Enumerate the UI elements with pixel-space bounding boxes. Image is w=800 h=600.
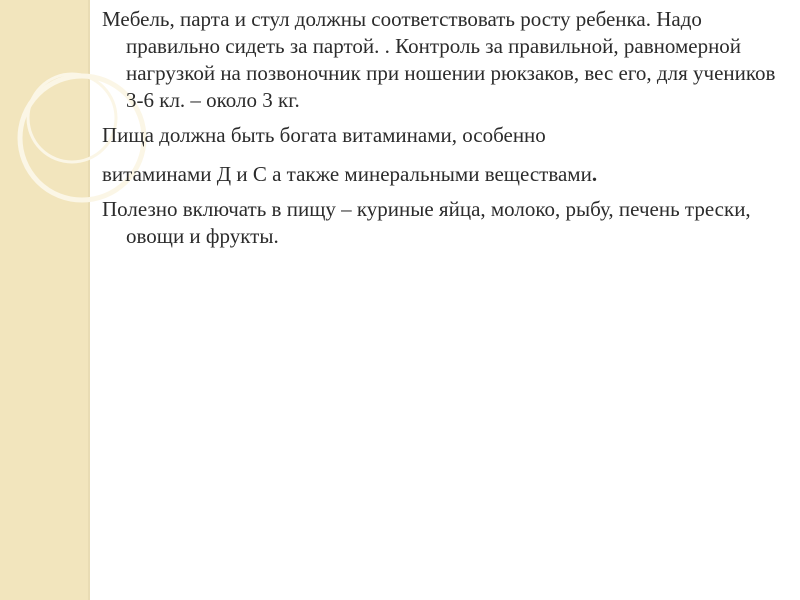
paragraph-nutrition-line-2-text: витаминами Д и С а также минеральными веществами — [102, 162, 592, 186]
side-band-edge — [88, 0, 90, 600]
paragraph-nutrition-end-mark: . — [591, 162, 598, 186]
paragraph-nutrition-line-2 — [102, 161, 782, 188]
paragraph-healthy-foods: Полезно включать в пищу – куриные яйца, молоко, рыбу, печень трески, овощи и фрукты. — [102, 197, 751, 248]
decorative-side-band — [0, 0, 88, 600]
paragraph-furniture-posture: Мебель, парта и стул должны соответствовать росту ребенка. Надо правильно сидеть за партой. . Контроль за правильной, равномерной нагрузкой на позвоночник при ношении рюкзаков, вес его, для учеников 3-6 кл. – около 3 кг. — [102, 7, 776, 112]
paragraph-nutrition-vitamins — [102, 122, 782, 188]
slide-body-text — [102, 6, 782, 258]
paragraph-nutrition-line-1: Пища должна быть богата витаминами, особенно — [102, 123, 546, 147]
